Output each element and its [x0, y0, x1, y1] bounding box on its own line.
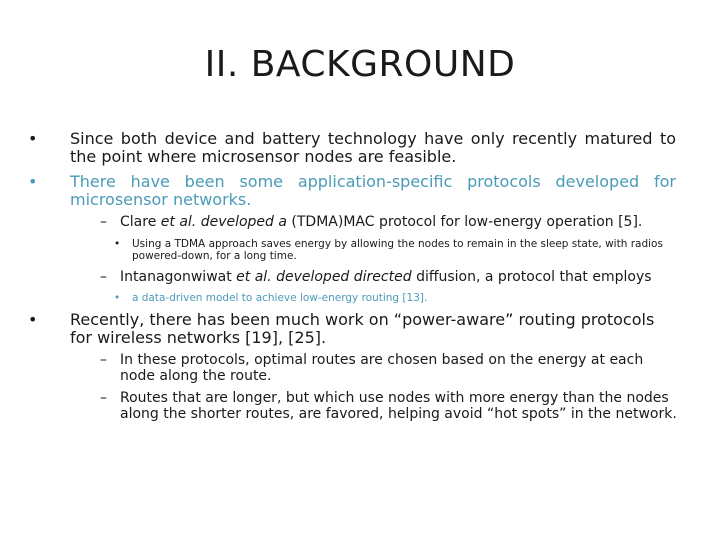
- protocol-phrase: diffusion, a protocol that employs: [416, 269, 652, 285]
- bullet-power-aware: [28, 311, 676, 347]
- detail-tdma: [114, 238, 680, 262]
- bullet-text: Recently, there has been much work on “power-aware” routing protocols for wireless networks [19], [25].: [70, 310, 655, 347]
- author-name: Clare: [120, 214, 161, 230]
- detail-marker: •: [114, 292, 121, 304]
- detail-text: Using a TDMA approach saves energy by allowing the nodes to remain in the sleep state, with radios powered-down, for a long time.: [132, 238, 663, 262]
- author-name: Intanagonwiwat: [120, 269, 237, 285]
- sub-bullet-marker: –: [100, 352, 107, 368]
- sub-bullet-optimal-routes: [100, 352, 680, 384]
- detail-data-driven: [114, 292, 680, 304]
- protocol-phrase: (TDMA)MAC protocol for low-energy operation [5].: [291, 214, 643, 230]
- detail-text: a data-driven model to achieve low-energy routing [13].: [132, 292, 428, 304]
- bullet-application-specific: [28, 173, 676, 209]
- sub-bullet-intanagonwiwat: [100, 269, 680, 287]
- sub-bullet-longer-routes: [100, 390, 680, 422]
- detail-marker: •: [114, 238, 121, 250]
- italic-phrase: et al. developed a: [160, 214, 292, 230]
- bullet-text: There have been some application-specific protocols developed for microsensor networks.: [70, 172, 676, 209]
- sub-bullet-marker: –: [100, 214, 107, 230]
- sub-bullet-marker: –: [100, 269, 107, 285]
- bullet-marker: •: [28, 172, 38, 191]
- italic-phrase: et al. developed directed: [236, 269, 417, 285]
- bullet-device-battery: [28, 130, 676, 166]
- bullet-marker: •: [28, 310, 38, 329]
- sub-bullet-clare: [100, 214, 680, 232]
- slide-title: II. BACKGROUND: [204, 44, 516, 85]
- sub-bullet-text: [120, 214, 680, 230]
- bullet-marker: •: [28, 129, 38, 148]
- sub-bullet-text: In these protocols, optimal routes are chosen based on the energy at each node along the route.: [120, 352, 644, 384]
- sub-bullet-marker: –: [100, 390, 107, 406]
- sub-bullet-text: [120, 269, 680, 285]
- bullet-text: Since both device and battery technology have only recently matured to the point where microsensor nodes are feasible.: [70, 129, 676, 166]
- sub-bullet-text: Routes that are longer, but which use nodes with more energy than the nodes along the shorter routes, are favored, helping avoid “hot spots” in the network.: [120, 390, 677, 422]
